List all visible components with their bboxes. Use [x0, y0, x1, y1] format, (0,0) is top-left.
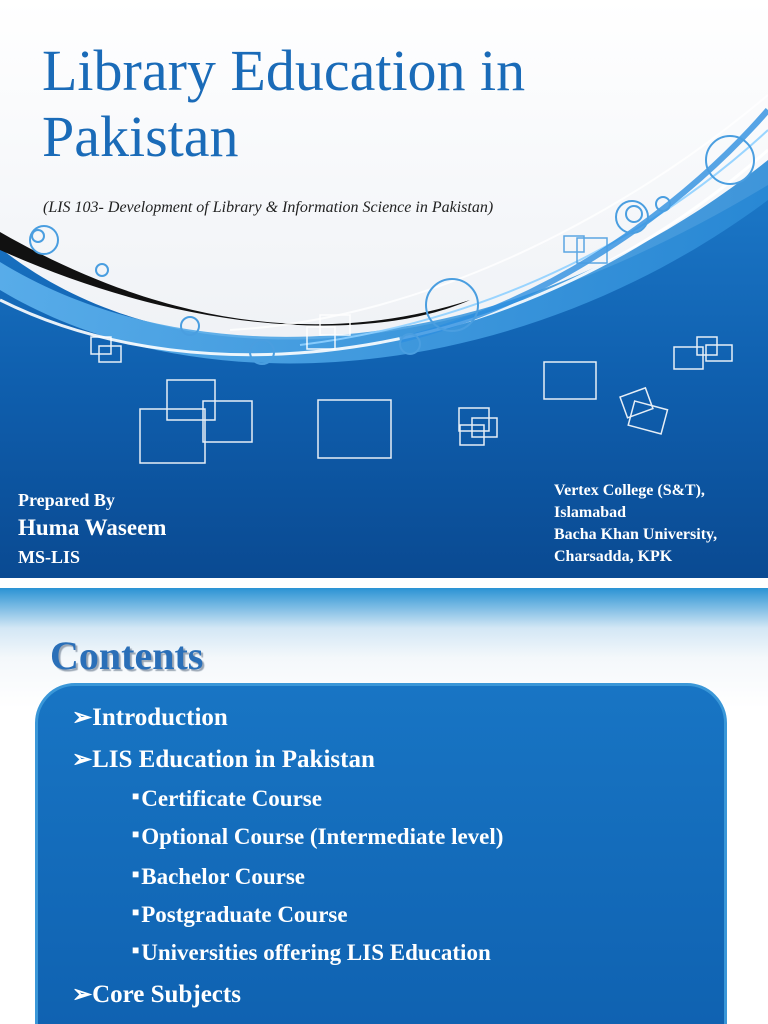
contents-box: [35, 683, 727, 1024]
author-name: Huma Waseem: [18, 515, 167, 540]
toc-item-lis-education: [72, 745, 375, 774]
institution-line: Charsadda, KPK: [554, 548, 673, 565]
author-degree: MS-LIS: [18, 547, 81, 567]
square-bullet-icon: ■: [132, 943, 140, 957]
prepared-by-label: Prepared By: [18, 490, 115, 510]
toc-subitem-certificate: [132, 786, 322, 812]
contents-heading: Contents: [50, 633, 204, 678]
toc-subitem-optional: [132, 824, 503, 850]
institution-block: [554, 480, 764, 568]
toc-subitem-label: Postgraduate Course: [141, 902, 348, 927]
contents-slide: [0, 588, 768, 1024]
arrow-bullet-icon: ➢: [72, 705, 93, 731]
toc-subitem-universities: [132, 940, 491, 966]
institution-line: Islamabad: [554, 504, 627, 521]
square-bullet-icon: ■: [132, 789, 140, 803]
toc-subitem-label: Optional Course (Intermediate level): [141, 824, 504, 849]
toc-item-label: Introduction: [92, 704, 228, 731]
square-bullet-icon: ■: [132, 867, 140, 881]
slide-title: Library Education in Pakistan: [42, 38, 526, 169]
toc-item-label: Core Subjects: [92, 981, 241, 1008]
toc-item-introduction: [72, 703, 228, 732]
toc-subitem-label: Certificate Course: [141, 786, 322, 811]
institution-line: Vertex College (S&T),: [554, 482, 705, 499]
toc-subitem-label: Bachelor Course: [141, 864, 306, 889]
prepared-by-block: [18, 490, 166, 568]
toc-item-core-subjects: [72, 980, 241, 1009]
toc-item-label: LIS Education in Pakistan: [92, 746, 375, 773]
toc-subitem-label: Universities offering LIS Education: [141, 940, 491, 965]
square-bullet-icon: ■: [132, 827, 140, 841]
institution-line: Bacha Khan University,: [554, 526, 718, 543]
arrow-bullet-icon: ➢: [72, 747, 93, 773]
square-bullet-icon: ■: [132, 905, 140, 919]
toc-subitem-postgraduate: [132, 902, 348, 928]
slide-subtitle: (LIS 103- Development of Library & Information Science in Pakistan): [43, 199, 494, 216]
arrow-bullet-icon: ➢: [72, 982, 93, 1008]
toc-subitem-bachelor: [132, 864, 305, 890]
